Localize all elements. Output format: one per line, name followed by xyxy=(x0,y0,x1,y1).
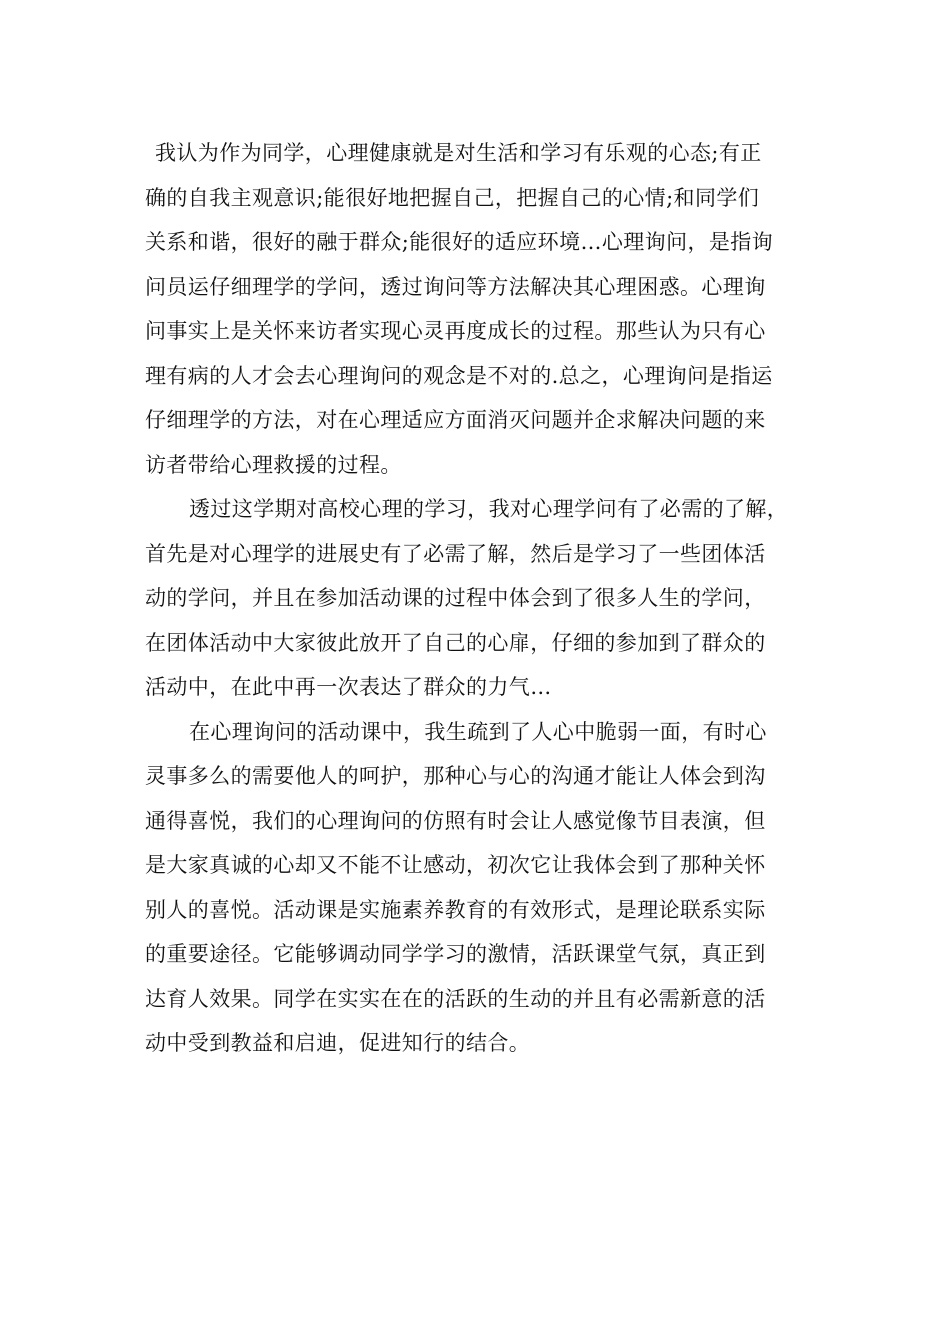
text-line: 在团体活动中大家彼此放开了自己的心扉，仔细的参加到了群众的 xyxy=(145,630,766,655)
text-line: 通得喜悦，我们的心理询问的仿照有时会让人感觉像节目表演，但 xyxy=(145,808,766,833)
paragraph-3 xyxy=(145,710,807,1066)
text-line: 仔细理学的方法，对在心理适应方面消灭问题并企求解决问题的来 xyxy=(145,408,766,432)
text-line: 活动中，在此中再一次表达了群众的力气… xyxy=(145,675,552,699)
document-body xyxy=(145,131,807,1066)
paragraph-1 xyxy=(145,131,807,487)
text-line: 确的自我主观意识;能很好地把握自己，把握自己的心情;和同学们 xyxy=(145,185,760,210)
text-line: 理有病的人才会去心理询问的观念是不对的.总之，心理询问是指运 xyxy=(145,363,773,388)
text-line: 问事实上是关怀来访者实现心灵再度成长的过程。那些认为只有心 xyxy=(145,319,766,343)
text-line: 动的学问，并且在参加活动课的过程中体会到了很多人生的学问， xyxy=(145,586,766,610)
text-line: 透过这学期对高校心理的学习，我对心理学问有了必需的了解， xyxy=(189,497,789,521)
text-line: 首先是对心理学的进展史有了必需了解，然后是学习了一些团体活 xyxy=(145,541,766,566)
text-line: 关系和谐，很好的融于群众;能很好的适应环境…心理询问，是指询 xyxy=(145,230,774,254)
text-line: 达育人效果。同学在实实在在的活跃的生动的并且有必需新意的活 xyxy=(145,986,766,1011)
text-line: 问员运仔细理学的学问，透过询问等方法解决其心理困惑。心理询 xyxy=(145,274,766,299)
text-line: 我认为作为同学，心理健康就是对生活和学习有乐观的心态;有正 xyxy=(155,141,762,165)
text-line: 的重要途径。它能够调动同学学习的激情，活跃课堂气氛，真正到 xyxy=(145,942,766,966)
text-line: 灵事多么的需要他人的呵护，那种心与心的沟通才能让人体会到沟 xyxy=(145,764,766,788)
text-line: 动中受到教益和启迪，促进知行的结合。 xyxy=(145,1031,531,1055)
text-line: 是大家真诚的心却又不能不让感动，初次它让我体会到了那种关怀 xyxy=(145,853,766,877)
text-line: 访者带给心理救援的过程。 xyxy=(145,452,402,477)
paragraph-2 xyxy=(145,487,807,710)
text-line: 别人的喜悦。活动课是实施素养教育的有效形式，是理论联系实际 xyxy=(145,897,766,922)
text-line: 在心理询问的活动课中，我生疏到了人心中脆弱一面，有时心 xyxy=(189,719,767,744)
